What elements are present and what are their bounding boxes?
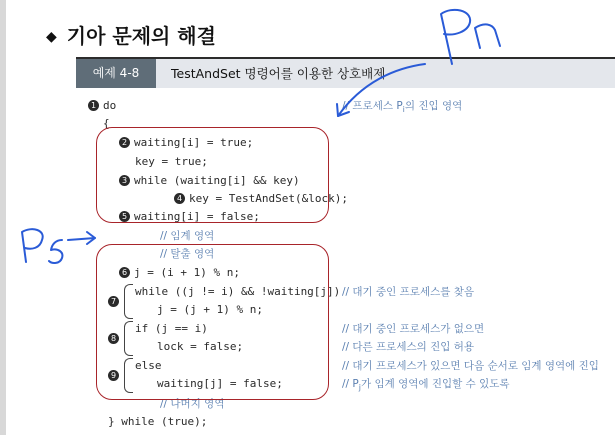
comment-text: 의 진입 영역 [404,100,463,112]
code-line-end: } while (true); [108,415,208,428]
handwritten-p5-5-icon [49,240,62,263]
handwritten-p5-p-icon [22,229,43,262]
comment-critical-section: // 임계 영역 [160,230,215,242]
marker-6: 6 [119,267,130,278]
marker-5: 5 [119,211,130,222]
code-text: while (waiting[i] && key) [134,174,300,187]
code-line-7b: j = (j + 1) % n; [157,303,263,316]
code-line-7a: while ((j != i) && !waiting[j]) [135,285,341,298]
comment-text: // 프로세스 P [342,100,403,112]
code-line-8b: lock = false; [157,340,244,353]
example-tag: 예제 4-8 [76,59,156,88]
code-text: waiting[i] = true; [134,136,254,149]
code-text: key = TestAndSet(&lock); [189,192,348,205]
code-line-2: key = true; [135,155,208,168]
comment-text: 가 임계 영역에 진입할 수 있도록 [360,378,510,390]
code-text: j = (i + 1) % n; [134,266,240,279]
code-line-8a: if (j == i) [135,322,208,335]
code-text: waiting[i] = false; [134,210,260,223]
marker-1: 1 [88,100,99,111]
handwritten-n-icon [475,24,500,48]
pn-arrow-shaft [338,64,425,116]
comment-subscript: j [358,383,361,393]
marker-9: 9 [108,370,119,381]
comment-8b: // 다른 프로세스의 진입 허용 [342,341,474,353]
p5-arrow-shaft [68,238,95,240]
comment-text: // P [342,378,359,390]
comment-9a: // 대기 프로세스가 있으면 다음 순서로 임계 영역에 진입 [342,360,599,372]
code-line-9b: waiting[j] = false; [157,377,283,390]
comment-subscript: i [402,105,405,115]
comment-8a: // 대기 중인 프로세스가 없으면 [342,323,485,335]
code-line-open: { [103,117,110,130]
code-line-9a: else [135,359,162,372]
comment-7: // 대기 중인 프로세스를 찾음 [342,286,474,298]
marker-2: 2 [119,137,130,148]
title-text: 기아 문제의 해결 [66,24,216,48]
marker-7: 7 [108,296,119,307]
example-title: TestAndSet 명령어를 이용한 상호배제 [171,66,386,81]
comment-exit-section: // 탈출 영역 [160,248,215,260]
comment-remainder-section: // 나머지 영역 [160,398,225,410]
marker-3: 3 [119,175,130,186]
handwritten-p-icon [441,10,470,64]
marker-8: 8 [108,333,119,344]
marker-4: 4 [174,193,185,204]
diamond-bullet-icon: ◆ [46,29,57,45]
code-text: do [103,99,117,112]
